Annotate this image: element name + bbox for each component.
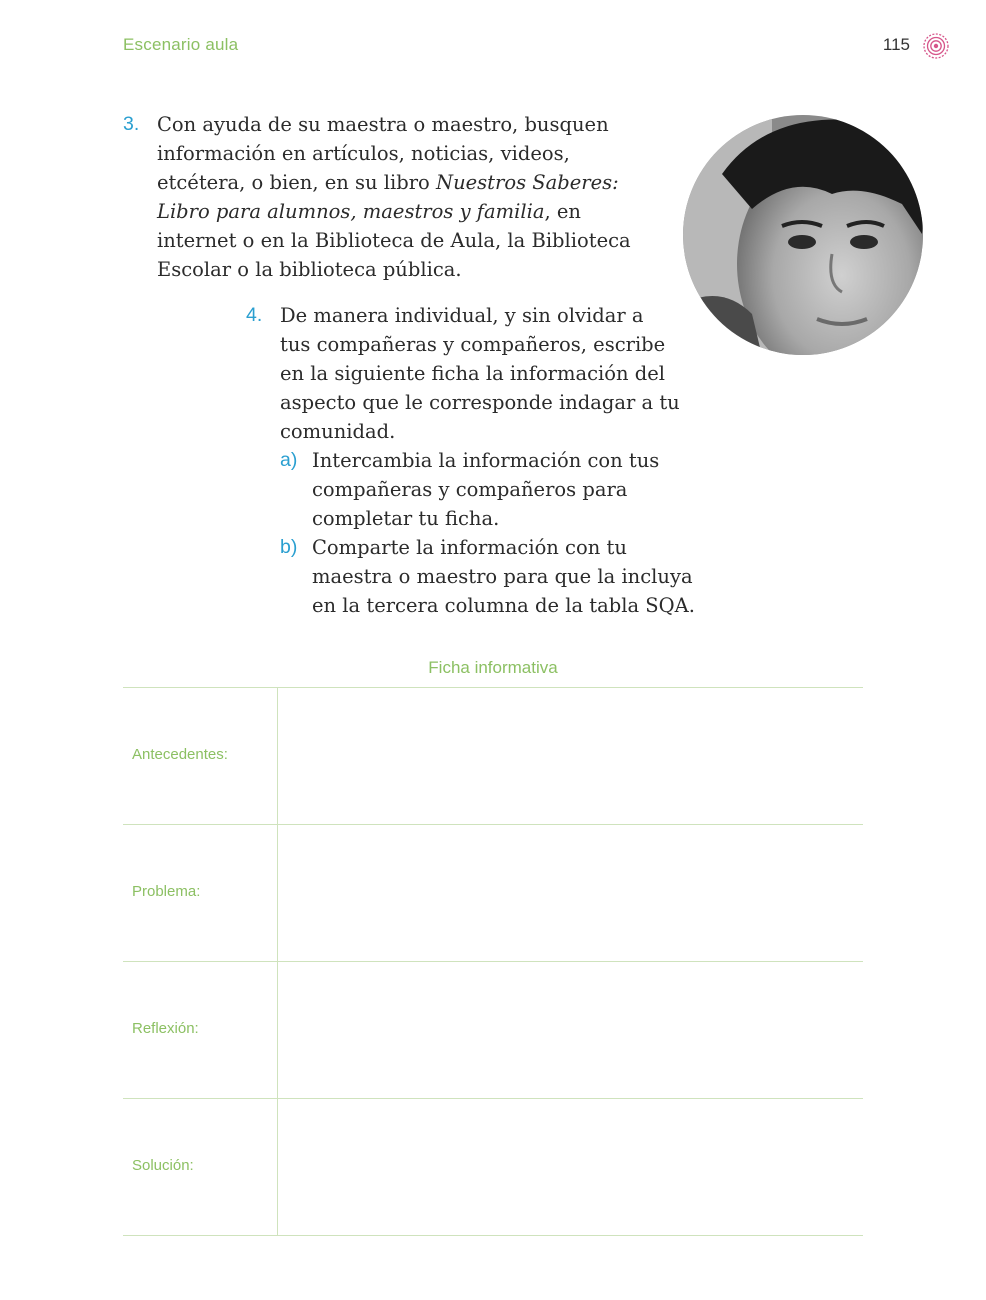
ficha-row-antecedentes bbox=[123, 687, 863, 824]
row-label: Solución: bbox=[132, 1157, 194, 1174]
student-photo bbox=[682, 114, 924, 356]
text-line: completar tu ficha. bbox=[312, 507, 500, 530]
text-line: Escolar o la biblioteca pública. bbox=[157, 258, 462, 281]
ficha-row-solucion bbox=[123, 1098, 863, 1236]
text-line: aspecto que le corresponde indagar a tu bbox=[280, 391, 680, 414]
instruction-4 bbox=[246, 301, 700, 620]
sub-letter: b) bbox=[280, 536, 298, 558]
text-line: Intercambia la información con tus bbox=[312, 449, 660, 472]
ficha-row-reflexion bbox=[123, 961, 863, 1098]
text-line: Comparte la información con tu bbox=[312, 536, 627, 559]
text-fragment: etcétera, o bien, en su libro bbox=[157, 171, 436, 194]
text-line: internet o en la Biblioteca de Aula, la Biblioteca bbox=[157, 229, 631, 252]
sub-letter: a) bbox=[280, 449, 298, 471]
item-number: 3. bbox=[123, 113, 140, 135]
text-line: información en artículos, noticias, videos, bbox=[157, 142, 570, 165]
text-line: compañeras y compañeros para bbox=[312, 478, 628, 501]
instruction-3 bbox=[123, 110, 657, 284]
antecedentes-field[interactable] bbox=[277, 688, 863, 824]
sub-instruction-a bbox=[280, 446, 700, 533]
sub-instruction-b bbox=[280, 533, 700, 620]
row-label: Reflexión: bbox=[132, 1020, 199, 1037]
text-line: Con ayuda de su maestra o maestro, busquen bbox=[157, 113, 609, 136]
row-label: Antecedentes: bbox=[132, 746, 228, 763]
row-label: Problema: bbox=[132, 883, 201, 900]
concentric-circle-icon bbox=[922, 32, 950, 60]
item-number: 4. bbox=[246, 304, 263, 326]
book-title: Libro para alumnos, maestros y familia bbox=[157, 200, 545, 223]
ficha-row-problema bbox=[123, 824, 863, 961]
solucion-field[interactable] bbox=[277, 1099, 863, 1235]
text-line: De manera individual, y sin olvidar a bbox=[280, 304, 644, 327]
text-line: en la siguiente ficha la información del bbox=[280, 362, 666, 385]
reflexion-field[interactable] bbox=[277, 962, 863, 1098]
page-number: 115 bbox=[882, 35, 910, 54]
text-line: maestra o maestro para que la incluya bbox=[312, 565, 693, 588]
book-title: Nuestros Saberes: bbox=[436, 171, 619, 194]
text-line: tus compañeras y compañeros, escribe bbox=[280, 333, 666, 356]
text-line: en la tercera columna de la tabla SQA. bbox=[312, 594, 695, 617]
section-label: Escenario aula bbox=[123, 35, 239, 54]
text-line bbox=[157, 168, 657, 197]
text-line bbox=[157, 197, 657, 226]
ficha-title: Ficha informativa bbox=[428, 658, 558, 677]
text-line: comunidad. bbox=[280, 420, 396, 443]
problema-field[interactable] bbox=[277, 825, 863, 961]
ficha-table bbox=[123, 687, 863, 1236]
text-fragment: , en bbox=[544, 200, 581, 223]
